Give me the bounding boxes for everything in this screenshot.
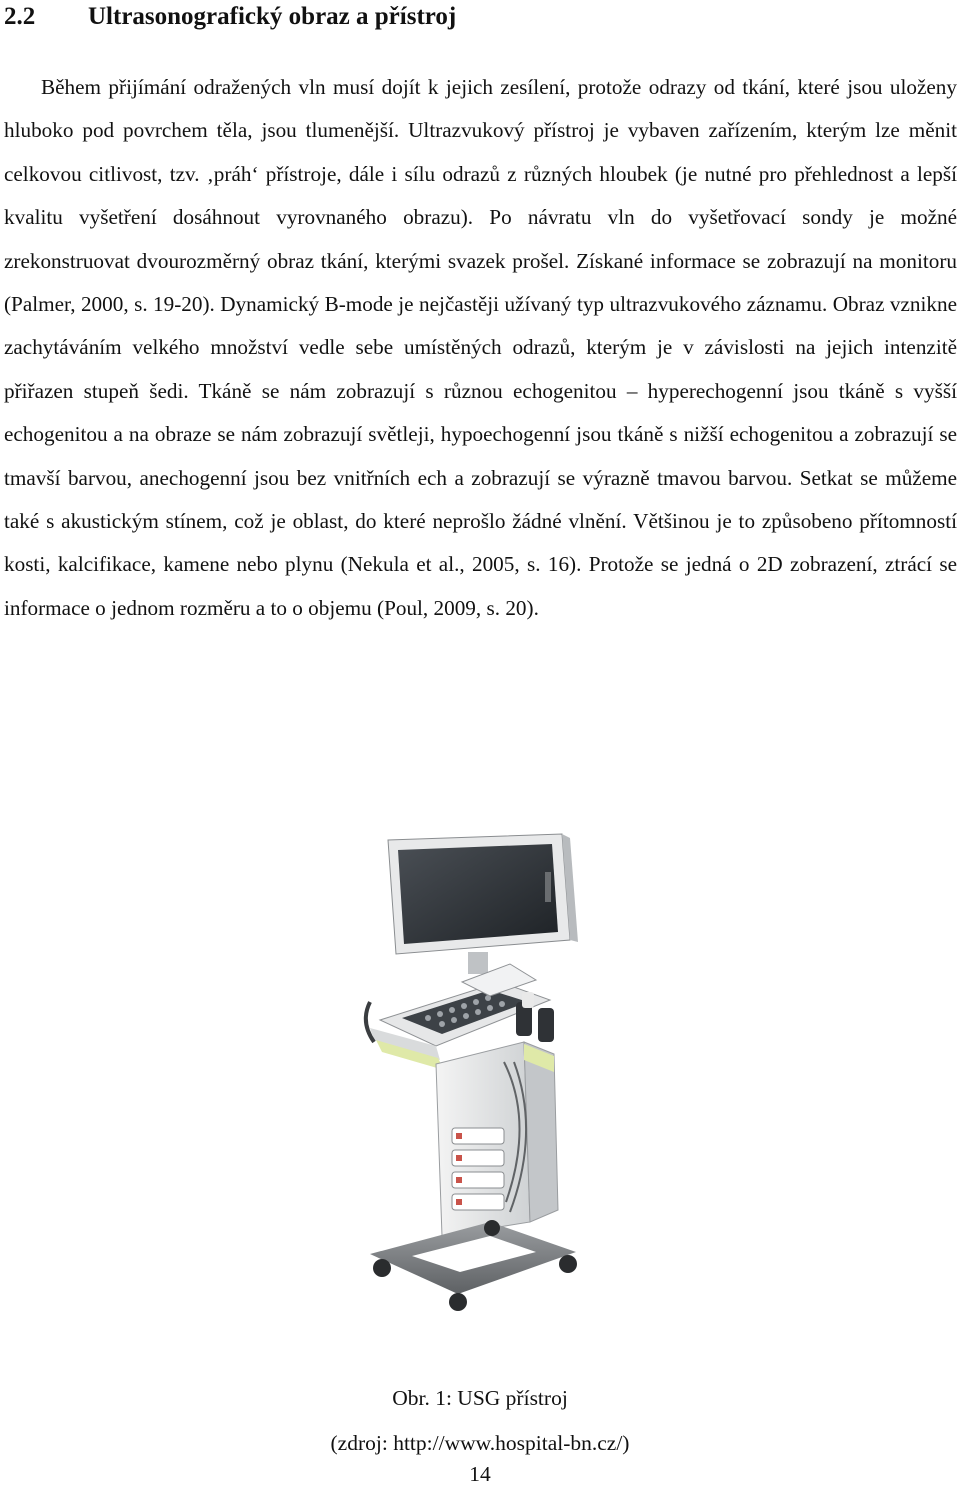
ultrasound-machine-illustration <box>340 832 600 1322</box>
section-title: Ultrasonografický obraz a přístroj <box>88 3 457 30</box>
paragraph: Během přijímání odražených vln musí dojít k jejich zesílení, protože odrazy od tkání, které jsou uloženy hluboko pod povrchem těla, jsou tlumenější. Ultrazvukový přístroj je vybaven zařízením, kterým lze měnit celkovou citlivost, tzv. ‚práh‘ přístroje, dále i sílu odrazů z různých hloubek (je nutné pro přehlednost a lepší kvalitu vyšetření dosáhnout vyrovnaného obrazu). Po návratu vln do vyšetřovací sondy je možné zrekonstruovat dvourozměrný obraz tkání, kterými svazek prošel. Získané informace se zobrazují na monitoru (Palmer, 2000, s. 19-20). Dynamický B-mode je nejčastěji užívaný typ ultrazvukového záznamu. Obraz vznikne zachytáváním velkého množství vedle sebe umístěných odrazů, kterým je v závislosti na jejich intenzitě přiřazen stupeň šedi. Tkáně se nám zobrazují s různou echogenitou – hyperechogenní jsou tkáně s vyšší echogenitou a na obraze se nám zobrazují světleji, hypoechogenní jsou tkáně s nižší echogenitou a zobrazují se tmavší barvou, anechogenní jsou bez vnitřních ech a zobrazují se výrazně tmavou barvou. Setkat se můžeme také s akustickým stínem, což je oblast, do které neprošlo žádné vlnění. Většinou je to způsobeno přítomností kosti, kalcifikace, kamene nebo plynu (Nekula et al., 2005, s. 16). Protože se jedná o 2D zobrazení, ztrácí se informace o jednom rozměru a to o objemu (Poul, 2009, s. 20). <box>4 75 957 620</box>
section-heading <box>4 0 456 34</box>
wheeled-base <box>370 1220 577 1311</box>
monitor <box>388 834 578 954</box>
figure-caption: Obr. 1: USG přístroj <box>392 1386 568 1410</box>
ultrasound-device-image <box>340 832 600 1322</box>
body-text <box>4 66 957 630</box>
figure-source: (zdroj: http://www.hospital-bn.cz/) <box>330 1431 630 1455</box>
page-number: 14 <box>469 1462 491 1486</box>
section-number: 2.2 <box>4 3 36 30</box>
cart-body <box>436 1042 558 1236</box>
